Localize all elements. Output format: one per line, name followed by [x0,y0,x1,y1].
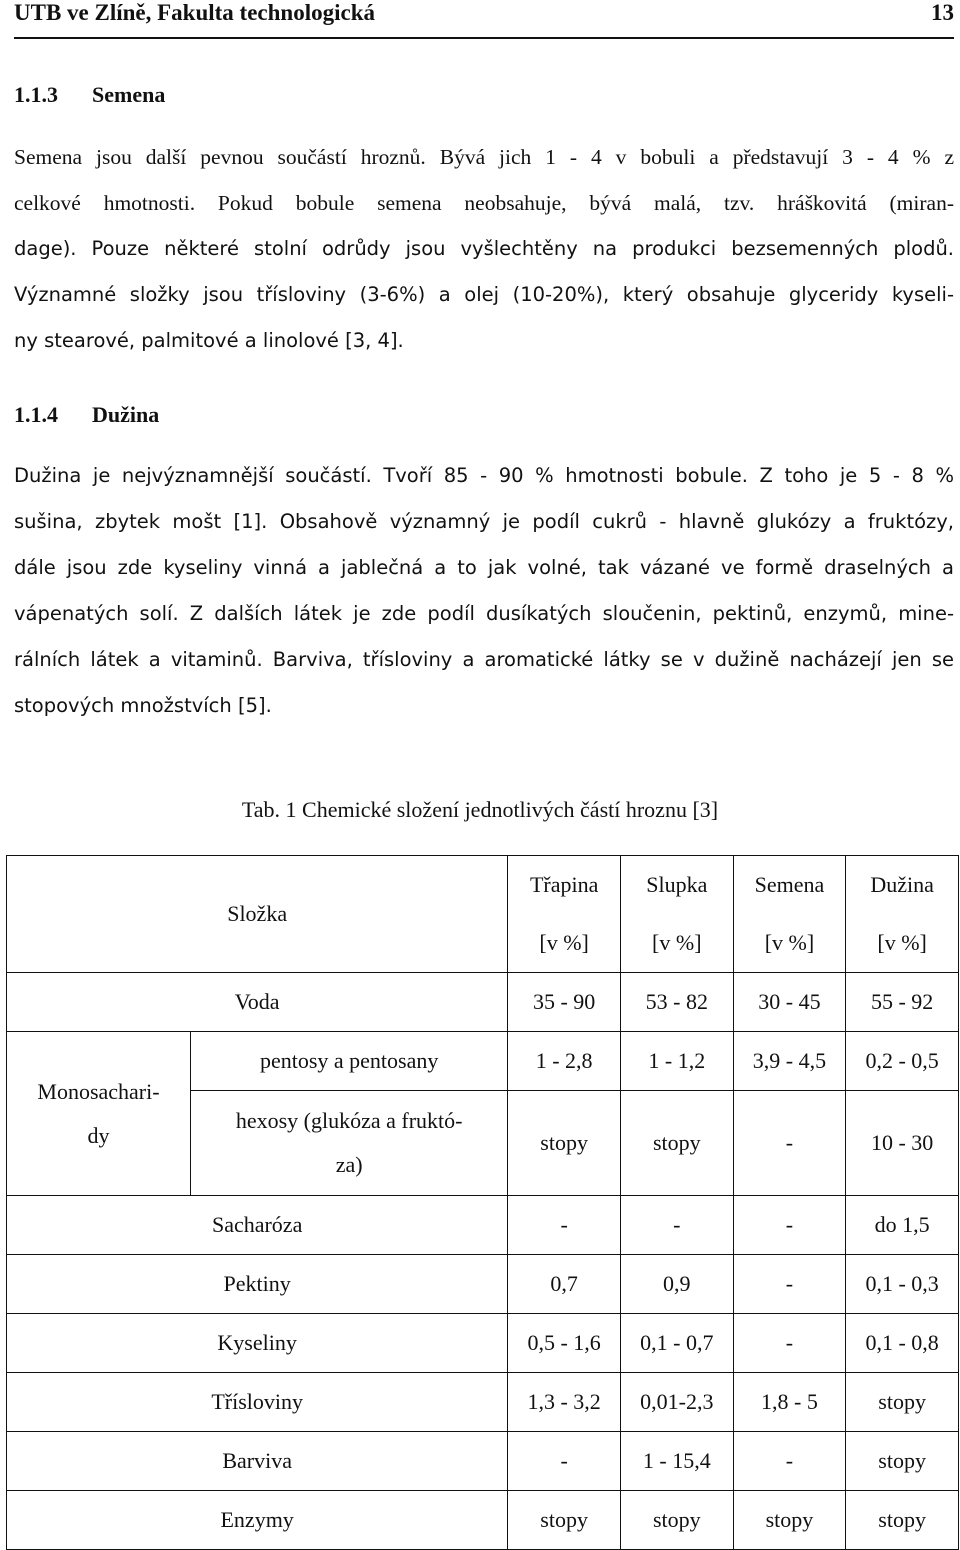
table-cell: 0,1 - 0,3 [846,1255,959,1314]
table-cell: - [733,1432,846,1491]
table-cell: - [508,1196,621,1255]
table-cell: 0,1 - 0,7 [620,1314,733,1373]
header-col-semena: Semena [v %] [733,856,846,973]
row-label: pentosy a pentosany [190,1032,507,1091]
table-row [7,1196,959,1255]
group-label-monosacharidy: Monosachari- dy [7,1032,191,1196]
table-row [7,973,959,1032]
section-number: 1.1.3 [14,82,58,107]
table-row [7,1373,959,1432]
section-heading-duzina [14,402,159,428]
table-cell: 3,9 - 4,5 [733,1032,846,1091]
paragraph-line: Významné složky jsou třísloviny (3-6%) a olej (10-20%), který obsahuje glyceridy kyseli- [14,283,954,306]
table-cell: 1,8 - 5 [733,1373,846,1432]
paragraph-line: celkové hmotnosti. Pokud bobule semena neobsahuje, bývá malá, tzv. hráškovitá (miran- [14,191,954,215]
row-label: Barviva [7,1432,508,1491]
row-label: hexosy (glukóza a fruktó- za) [190,1091,507,1196]
paragraph-line: sušina, zbytek mošt [1]. Obsahově významný je podíl cukrů - hlavně glukózy a fruktózy, [14,510,954,533]
table-cell: - [733,1091,846,1196]
table-cell: stopy [620,1491,733,1550]
row-label: Sacharóza [7,1196,508,1255]
paragraph-line: Dužina je nejvýznamnější součástí. Tvoří 85 - 90 % hmotnosti bobule. Z toho je 5 - 8 % [14,464,954,487]
paragraph-line: ny stearové, palmitové a linolové [3, 4]. [14,329,404,352]
section-heading-semena [14,82,165,108]
table-cell: 1,3 - 3,2 [508,1373,621,1432]
row-label: Pektiny [7,1255,508,1314]
row-label: Kyseliny [7,1314,508,1373]
section-title: Dužina [92,402,160,427]
row-label: Voda [7,973,508,1032]
table-cell: stopy [508,1491,621,1550]
table-cell: stopy [733,1491,846,1550]
table-cell: - [508,1432,621,1491]
table-cell: stopy [846,1491,959,1550]
table-cell: 55 - 92 [846,973,959,1032]
paragraph-semena [14,134,954,364]
paragraph-line: vápenatých solí. Z dalších látek je zde podíl dusíkatých sloučenin, pektinů, enzymů, mine- [14,602,954,625]
table-cell: 1 - 15,4 [620,1432,733,1491]
table-cell: - [620,1196,733,1255]
page-header [14,0,954,39]
header-component: Složka [7,856,508,973]
table-cell: 0,5 - 1,6 [508,1314,621,1373]
paragraph-duzina [14,453,954,729]
header-col-duzina: Dužina [v %] [846,856,959,973]
composition-table [6,855,959,1550]
paragraph-line: dále jsou zde kyseliny vinná a jablečná a to jak volné, tak vázané ve formě draselných a [14,556,954,579]
paragraph-line: dage). Pouze některé stolní odrůdy jsou vyšlechtěny na produkci bezsemenných plodů. [14,237,954,260]
table-cell: stopy [620,1091,733,1196]
header-page-number: 13 [931,0,954,25]
table-cell: - [733,1196,846,1255]
paragraph-line: Semena jsou další pevnou součástí hroznů. Bývá jich 1 - 4 v bobuli a představují 3 - 4 % z [14,145,954,169]
paragraph-line: stopových množstvích [5]. [14,694,272,717]
table-cell: stopy [846,1373,959,1432]
table-cell: 0,7 [508,1255,621,1314]
section-title: Semena [92,82,166,107]
table-cell: 1 - 2,8 [508,1032,621,1091]
table-cell: do 1,5 [846,1196,959,1255]
table-row [7,1314,959,1373]
table-caption: Tab. 1 Chemické složení jednotlivých částí hroznu [3] [241,797,719,822]
table-cell: 53 - 82 [620,973,733,1032]
table-cell: - [733,1314,846,1373]
row-label: Enzymy [7,1491,508,1550]
table-cell: 0,9 [620,1255,733,1314]
table-cell: 30 - 45 [733,973,846,1032]
table-cell: stopy [846,1432,959,1491]
header-col-slupka: Slupka [v %] [620,856,733,973]
header-institution: UTB ve Zlíně, Fakulta technologická [14,0,375,25]
table-cell: 0,2 - 0,5 [846,1032,959,1091]
header-col-trapina: Třapina [v %] [508,856,621,973]
paragraph-line: rálních látek a vitaminů. Barviva, třísloviny a aromatické látky se v dužině nacházejí jen se [14,648,954,671]
table-row [7,1491,959,1550]
table-row [7,1255,959,1314]
table-cell: stopy [508,1091,621,1196]
table-row [7,1032,959,1091]
table-cell: - [733,1255,846,1314]
table-cell: 10 - 30 [846,1091,959,1196]
row-label: Třísloviny [7,1373,508,1432]
table-cell: 0,1 - 0,8 [846,1314,959,1373]
table-row [7,1432,959,1491]
table-cell: 35 - 90 [508,973,621,1032]
table-cell: 0,01-2,3 [620,1373,733,1432]
table-cell: 1 - 1,2 [620,1032,733,1091]
section-number: 1.1.4 [14,402,58,427]
table-header-row [7,856,959,973]
